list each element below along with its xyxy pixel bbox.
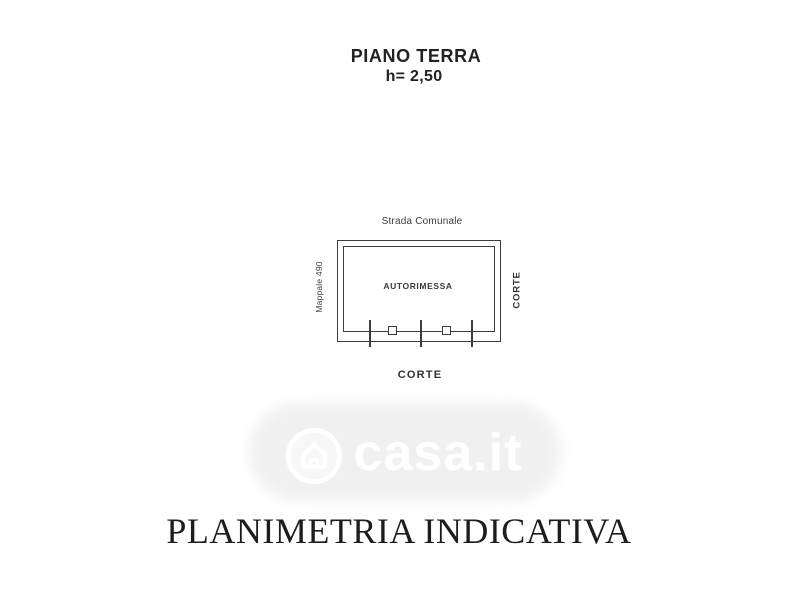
watermark-brand-text: casa.it [353, 424, 523, 482]
ceiling-height-note: h= 2,50 [385, 68, 443, 85]
courtyard-right-label: CORTE [511, 271, 523, 309]
wall-tick-mark [369, 320, 371, 347]
house-circle-icon [283, 425, 345, 487]
street-label: Strada Comunale [381, 216, 463, 227]
door-jamb-symbol [442, 326, 451, 335]
wall-tick-mark [471, 320, 473, 347]
parcel-label: Mappale 490 [314, 261, 324, 313]
page-title: PIANO TERRA [350, 46, 482, 66]
door-jamb-symbol [388, 326, 397, 335]
room-label: AUTORIMESSA [383, 281, 453, 291]
footer-caption: PLANIMETRIA INDICATIVA [166, 511, 632, 551]
plan-outer-wall [337, 240, 501, 342]
courtyard-bottom-label: CORTE [397, 369, 443, 381]
wall-tick-mark [420, 320, 422, 347]
